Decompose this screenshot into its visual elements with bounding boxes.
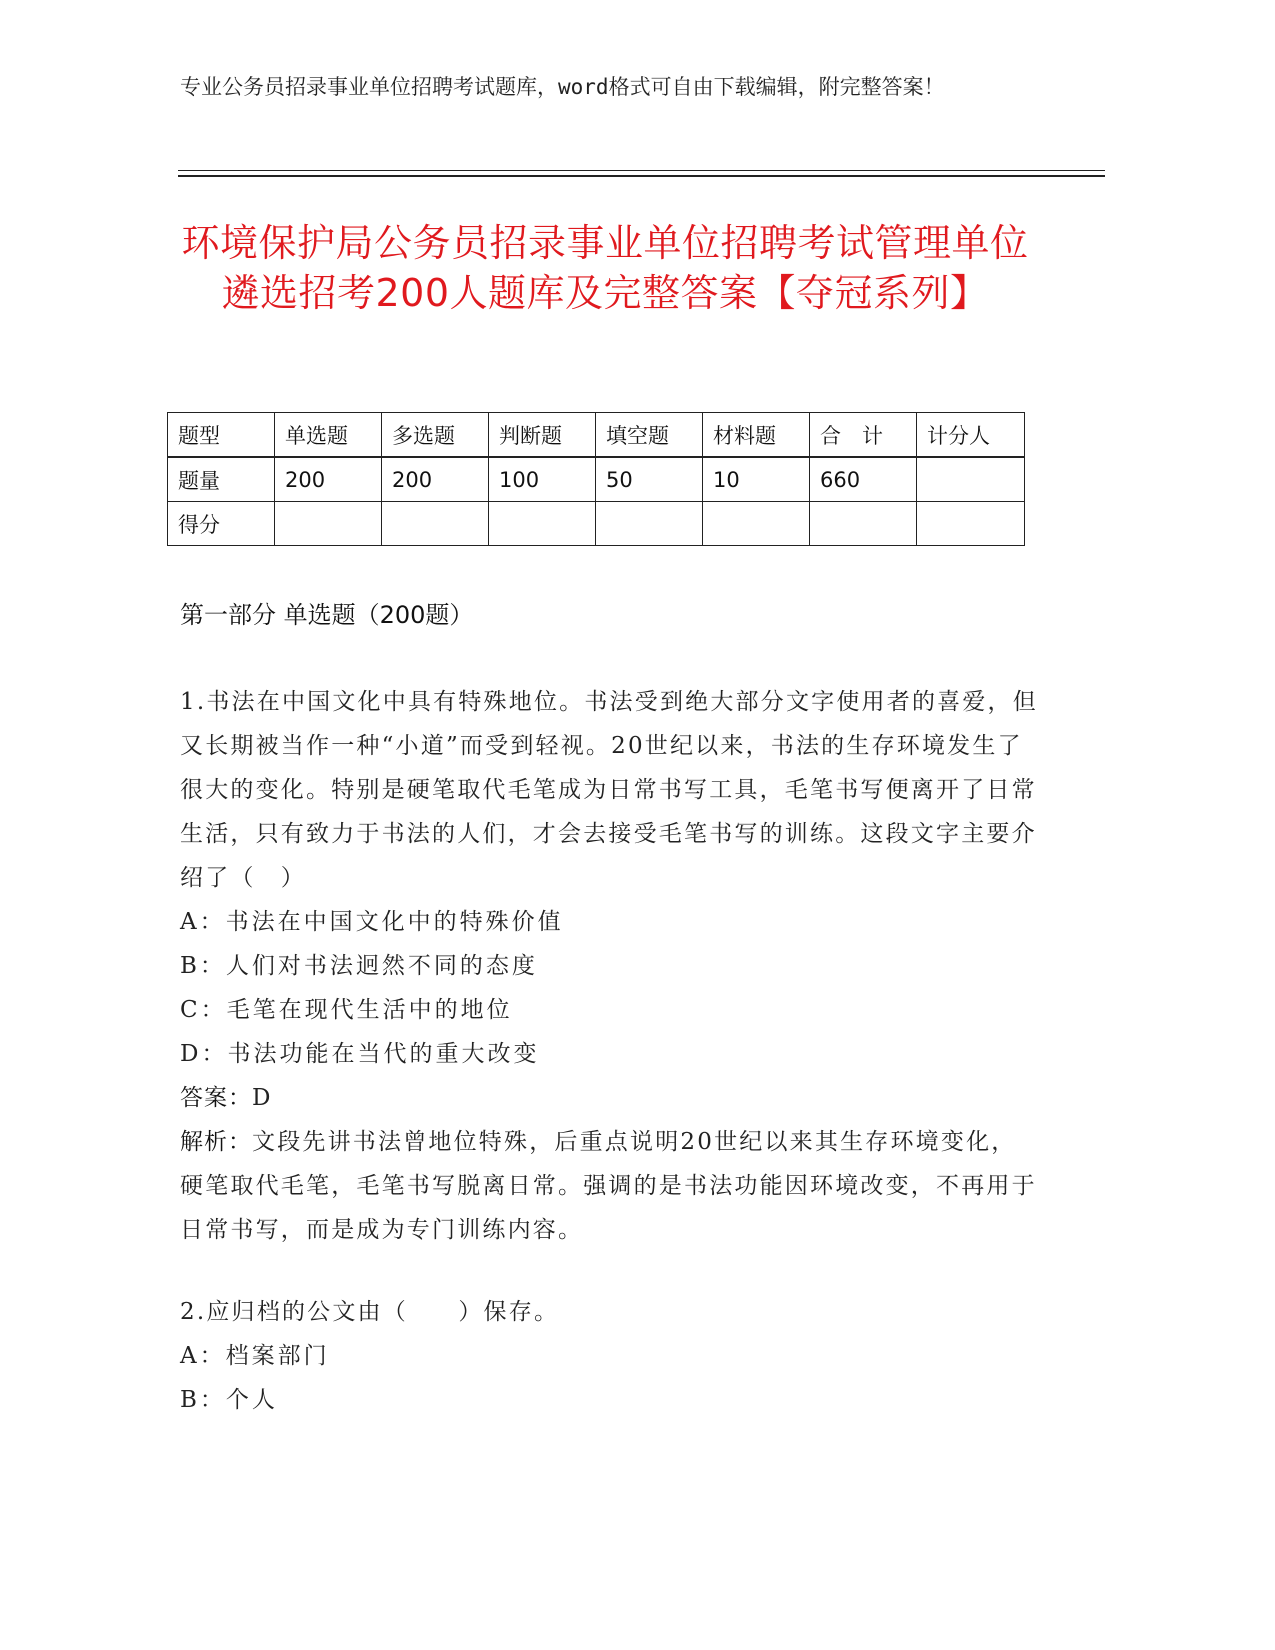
header-cell: 材料题: [703, 413, 810, 458]
header-cell: 题型: [168, 413, 275, 458]
explanation-label: 解析：: [180, 1129, 252, 1155]
table-row: [168, 457, 1025, 502]
table-cell: [275, 502, 382, 546]
answer-label: 答案：: [180, 1085, 252, 1111]
header-divider-thin: [178, 170, 1105, 171]
header-note: 专业公务员招录事业单位招聘考试题库，word格式可自由下载编辑，附完整答案！: [180, 75, 945, 99]
table-cell: 660: [810, 457, 917, 502]
question-2: [180, 1290, 1040, 1422]
explanation: [180, 1120, 1040, 1252]
option-b: B：个人: [180, 1387, 278, 1413]
option-c: C：毛笔在现代生活中的地位: [180, 997, 513, 1023]
header-cell: 填空题: [596, 413, 703, 458]
table-cell: [917, 502, 1025, 546]
table-cell: 题量: [168, 457, 275, 502]
table-cell: [917, 457, 1025, 502]
header-cell: 合 计: [810, 413, 917, 458]
option-a: A：书法在中国文化中的特殊价值: [180, 909, 564, 935]
option-d: D：书法功能在当代的重大改变: [180, 1041, 540, 1067]
table-cell: [596, 502, 703, 546]
section-title: 第一部分 单选题（200题）: [180, 601, 474, 629]
table-cell: 100: [489, 457, 596, 502]
answer-line: [180, 1076, 1040, 1120]
table-cell: 200: [275, 457, 382, 502]
question-stem: 1.书法在中国文化中具有特殊地位。书法受到绝大部分文字使用者的喜爱，但又长期被当作一种“小道”而受到轻视。20世纪以来，书法的生存环境发生了很大的变化。特别是硬笔取代毛笔成为日常书写工具，毛笔书写便离开了日常生活，只有致力于书法的人们，才会去接受毛笔书写的训练。这段文字主要介绍了（ ）: [180, 689, 1038, 891]
table-cell: [489, 502, 596, 546]
document-title: 环境保护局公务员招录事业单位招聘考试管理单位遴选招考200人题库及完整答案【夺冠系列】: [181, 221, 1029, 315]
table-cell: [703, 502, 810, 546]
table-cell: 10: [703, 457, 810, 502]
explanation-text: 文段先讲书法曾地位特殊，后重点说明20世纪以来其生存环境变化，硬笔取代毛笔，毛笔书写脱离日常。强调的是书法功能因环境改变，不再用于日常书写，而是成为专门训练内容。: [180, 1129, 1037, 1243]
header-cell: 判断题: [489, 413, 596, 458]
table-cell: [810, 502, 917, 546]
option-b: B：人们对书法迥然不同的态度: [180, 953, 538, 979]
score-table: [167, 412, 1025, 546]
header-cell: 计分人: [917, 413, 1025, 458]
table-cell: 得分: [168, 502, 275, 546]
option-a: A：档案部门: [180, 1343, 330, 1369]
table-cell: 50: [596, 457, 703, 502]
score-table-header-row: [168, 413, 1025, 458]
table-cell: [382, 502, 489, 546]
header-cell: 单选题: [275, 413, 382, 458]
header-cell: 多选题: [382, 413, 489, 458]
header-divider-thick: [178, 175, 1105, 177]
table-row: [168, 502, 1025, 546]
question-stem: 2.应归档的公文由（ ）保存。: [180, 1299, 560, 1325]
table-cell: 200: [382, 457, 489, 502]
answer-value: D: [252, 1085, 271, 1111]
question-1: [180, 680, 1040, 1252]
